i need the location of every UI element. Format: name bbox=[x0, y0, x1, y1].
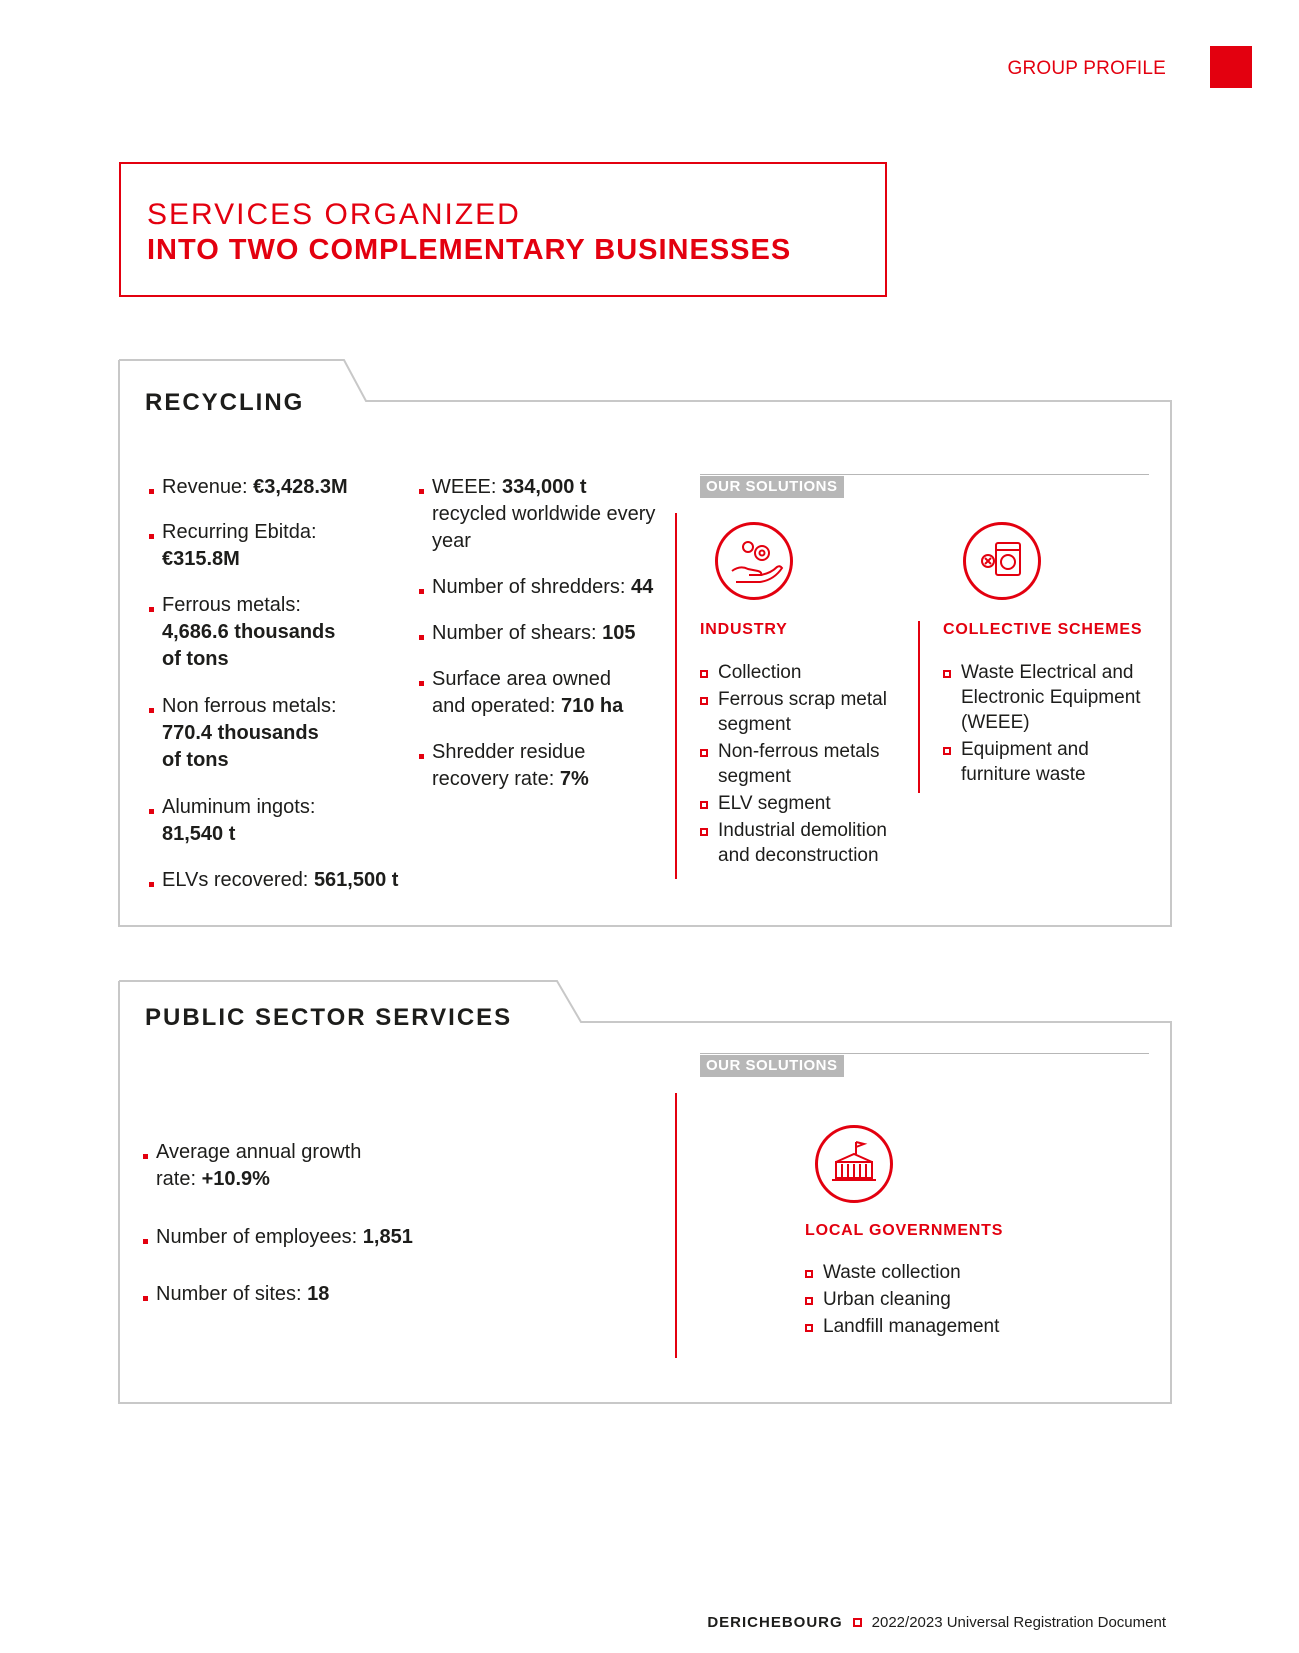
square-bullet bbox=[805, 1297, 813, 1305]
list-item-text: segment bbox=[718, 714, 791, 735]
metric-value: 44 bbox=[630, 576, 654, 598]
metric-value: +10.9% bbox=[201, 1168, 270, 1190]
list-item bbox=[700, 712, 887, 737]
metric-label: Shredder residue bbox=[432, 741, 586, 763]
metric-value: 710 ha bbox=[561, 695, 624, 717]
square-bullet bbox=[700, 801, 708, 809]
metric-label: Recurring Ebitda: bbox=[162, 521, 317, 543]
list-item bbox=[700, 791, 887, 816]
solutions-divider bbox=[918, 621, 920, 793]
list-item-text: Industrial demolition bbox=[718, 820, 887, 841]
metric-value: €315.8M bbox=[162, 548, 240, 570]
metric-growth-rate bbox=[156, 1139, 361, 1193]
list-item bbox=[943, 737, 1141, 762]
metric-value: 81,540 t bbox=[162, 823, 236, 845]
metric-weee bbox=[432, 474, 655, 555]
bullet bbox=[149, 708, 154, 713]
washing-machine-icon bbox=[963, 522, 1041, 600]
page-title-line2: INTO TWO COMPLEMENTARY BUSINESSES bbox=[147, 234, 792, 266]
list-item-text: furniture waste bbox=[961, 764, 1086, 785]
town-hall-icon bbox=[815, 1125, 893, 1203]
metric-label: rate: bbox=[156, 1168, 202, 1190]
bullet bbox=[149, 882, 154, 887]
gears-hand-icon bbox=[715, 522, 793, 600]
metric-shears bbox=[432, 620, 635, 647]
metric-label: Ferrous metals: bbox=[162, 594, 301, 616]
list-item-text: Electronic Equipment bbox=[961, 687, 1141, 708]
metric-shredders bbox=[432, 574, 653, 601]
bullet bbox=[149, 489, 154, 494]
bullet bbox=[149, 534, 154, 539]
list-item-text: segment bbox=[718, 766, 791, 787]
metric-label: Surface area owned bbox=[432, 668, 612, 690]
metric-value: 334,000 t bbox=[502, 476, 587, 498]
metric-label: recovery rate: bbox=[432, 768, 560, 790]
metric-value: 770.4 thousands bbox=[162, 722, 319, 744]
bullet bbox=[419, 681, 424, 686]
metric-shredder-residue bbox=[432, 739, 589, 793]
public-sector-heading: PUBLIC SECTOR SERVICES bbox=[145, 1004, 513, 1031]
bullet bbox=[419, 589, 424, 594]
industry-list bbox=[700, 660, 887, 870]
section-label: GROUP PROFILE bbox=[1007, 58, 1166, 79]
metric-value-unit: of tons bbox=[162, 648, 229, 670]
list-item bbox=[700, 843, 887, 868]
footer bbox=[707, 1614, 1166, 1631]
metric-label: Number of shredders: bbox=[432, 576, 631, 598]
metric-text: recycled worldwide every bbox=[432, 503, 656, 525]
metric-value: €3,428.3M bbox=[253, 476, 348, 498]
list-item bbox=[700, 687, 887, 712]
list-item bbox=[805, 1287, 999, 1312]
list-item-text: Waste Electrical and bbox=[961, 662, 1134, 683]
solutions-divider bbox=[675, 1093, 677, 1358]
list-item bbox=[700, 739, 887, 764]
our-solutions-tag: OUR SOLUTIONS bbox=[700, 1055, 844, 1077]
metric-value: 4,686.6 thousands bbox=[162, 621, 336, 643]
metric-label: ELVs recovered: bbox=[162, 869, 314, 891]
list-item-text: and deconstruction bbox=[718, 845, 879, 866]
list-item bbox=[700, 660, 887, 685]
recycling-heading: RECYCLING bbox=[145, 389, 305, 416]
metric-label: Number of employees: bbox=[156, 1226, 363, 1248]
industry-title: INDUSTRY bbox=[700, 621, 788, 638]
list-item bbox=[805, 1260, 999, 1285]
square-bullet bbox=[700, 670, 708, 678]
footer-brand: DERICHEBOURG bbox=[707, 1614, 843, 1631]
list-item bbox=[805, 1314, 999, 1339]
collective-schemes-list bbox=[943, 660, 1141, 789]
solutions-rule bbox=[700, 1053, 1149, 1054]
metric-sites bbox=[156, 1281, 329, 1308]
metric-aluminum bbox=[162, 794, 315, 848]
local-governments-list bbox=[805, 1260, 999, 1341]
metric-label: and operated: bbox=[432, 695, 561, 717]
metric-employees bbox=[156, 1224, 413, 1251]
list-item-text: Ferrous scrap metal bbox=[718, 689, 887, 710]
metric-value: 7% bbox=[559, 768, 589, 790]
metric-revenue bbox=[162, 474, 348, 501]
list-item bbox=[943, 762, 1141, 787]
metric-value-unit: of tons bbox=[162, 749, 229, 771]
bullet bbox=[149, 607, 154, 612]
metric-label: Number of shears: bbox=[432, 622, 603, 644]
square-bullet bbox=[700, 828, 708, 836]
metric-label: Average annual growth bbox=[156, 1141, 362, 1163]
bullet bbox=[143, 1154, 148, 1159]
bullet bbox=[143, 1296, 148, 1301]
metric-text: year bbox=[432, 530, 471, 552]
metric-non-ferrous bbox=[162, 693, 337, 774]
bullet bbox=[419, 489, 424, 494]
bullet bbox=[419, 754, 424, 759]
list-item-text: Urban cleaning bbox=[823, 1289, 951, 1310]
list-item bbox=[943, 685, 1141, 710]
collective-schemes-title: COLLECTIVE SCHEMES bbox=[943, 621, 1143, 638]
list-item-text: Equipment and bbox=[961, 739, 1089, 760]
list-item-text: Non-ferrous metals bbox=[718, 741, 880, 762]
list-item bbox=[700, 764, 887, 789]
list-item-text: Waste collection bbox=[823, 1262, 961, 1283]
metric-value: 18 bbox=[307, 1283, 330, 1305]
metric-elvs bbox=[162, 867, 398, 894]
footer-document-title: 2022/2023 Universal Registration Document bbox=[871, 1614, 1166, 1631]
metric-label: WEEE: bbox=[432, 476, 503, 498]
metric-value: 105 bbox=[602, 622, 636, 644]
metric-ebitda bbox=[162, 519, 317, 573]
square-bullet bbox=[805, 1324, 813, 1332]
metric-ferrous bbox=[162, 592, 335, 673]
list-item bbox=[943, 660, 1141, 685]
our-solutions-tag: OUR SOLUTIONS bbox=[700, 476, 844, 498]
square-bullet bbox=[700, 749, 708, 757]
square-bullet bbox=[943, 670, 951, 678]
page-title-line1: SERVICES ORGANIZED bbox=[147, 198, 521, 231]
metric-label: Non ferrous metals: bbox=[162, 695, 337, 717]
metric-surface bbox=[432, 666, 623, 720]
solutions-rule bbox=[700, 474, 1149, 475]
local-governments-title: LOCAL GOVERNMENTS bbox=[805, 1222, 1004, 1239]
list-item-text: ELV segment bbox=[718, 793, 831, 814]
list-item bbox=[943, 710, 1141, 735]
bullet bbox=[149, 809, 154, 814]
list-item-text: Collection bbox=[718, 662, 802, 683]
solutions-divider bbox=[675, 513, 677, 879]
metric-value: 1,851 bbox=[362, 1226, 413, 1248]
metric-label: Number of sites: bbox=[156, 1283, 308, 1305]
bullet bbox=[419, 635, 424, 640]
list-item-text: (WEEE) bbox=[961, 712, 1030, 733]
square-bullet bbox=[943, 747, 951, 755]
square-bullet bbox=[700, 697, 708, 705]
metric-label: Revenue: bbox=[162, 476, 254, 498]
bullet bbox=[143, 1239, 148, 1244]
metric-value: 561,500 t bbox=[313, 869, 399, 891]
square-bullet bbox=[805, 1270, 813, 1278]
list-item bbox=[700, 818, 887, 843]
metric-label: Aluminum ingots: bbox=[162, 796, 316, 818]
list-item-text: Landfill management bbox=[823, 1316, 1000, 1337]
footer-square-icon bbox=[853, 1618, 862, 1627]
